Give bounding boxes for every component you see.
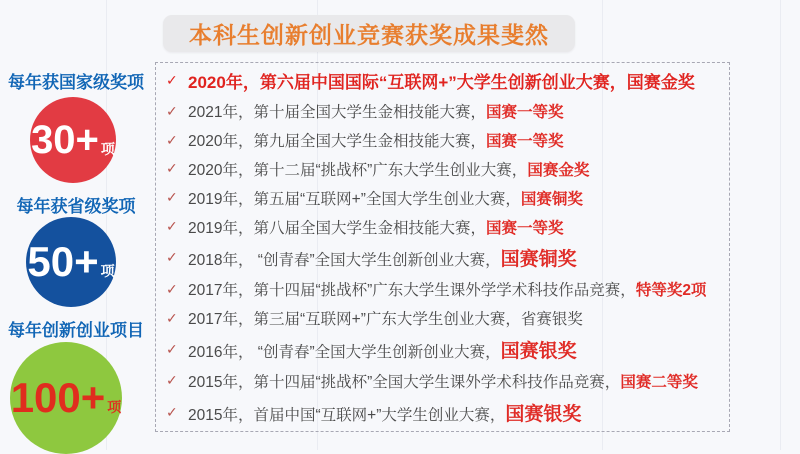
check-icon: ✓ xyxy=(166,403,178,420)
background-guide-line xyxy=(780,0,781,450)
award-text: 2020年，第九届全国大学生金相技能大赛， xyxy=(188,133,486,151)
check-icon: ✓ xyxy=(166,249,178,266)
award-list-item xyxy=(166,336,729,363)
stat-unit: 项 xyxy=(107,399,122,415)
award-text: 2019年，第八届全国大学生金相技能大赛， xyxy=(188,219,486,237)
stat-label-national-awards: 每年获国家级奖项 xyxy=(8,73,144,92)
award-highlight: 国赛银奖 xyxy=(505,403,582,425)
awards-dashed-box xyxy=(155,62,730,432)
stat-label-innovation-projects: 每年创新创业项目 xyxy=(8,321,144,340)
check-icon: ✓ xyxy=(166,340,178,357)
award-list-item xyxy=(166,244,729,271)
award-highlight: 特等奖2项 xyxy=(635,282,707,300)
award-text: 2020年，第十二届“挑战杯”广东大学生创业大赛， xyxy=(188,161,528,179)
check-icon: ✓ xyxy=(166,372,178,389)
award-highlight: 国赛铜奖 xyxy=(520,190,583,208)
check-icon: ✓ xyxy=(166,102,178,119)
award-highlight: 国赛一等奖 xyxy=(485,133,564,151)
award-highlight: 国赛二等奖 xyxy=(620,373,698,391)
slide-title: 本科生创新创业竞赛获奖成果斐然 xyxy=(189,22,549,48)
award-text: 2016年， “创青春”全国大学生创新创业大赛， xyxy=(188,343,501,361)
award-text: 2021年，第十届全国大学生金相技能大赛， xyxy=(188,104,486,122)
check-icon: ✓ xyxy=(166,280,178,297)
award-highlight: 国赛金奖 xyxy=(527,161,590,179)
award-list-item xyxy=(166,187,729,209)
award-text: 2015年，首届中国“互联网+”大学生创业大赛， xyxy=(188,406,506,424)
award-list-item xyxy=(166,158,729,180)
check-icon: ✓ xyxy=(166,218,178,235)
slide-title-banner xyxy=(163,15,575,52)
check-icon: ✓ xyxy=(166,309,178,326)
stat-value: 50+ xyxy=(27,238,99,285)
award-text: 2020年，第六届中国国际“互联网+”大学生创新创业大赛，国赛金奖 xyxy=(188,73,695,93)
stat-value: 30+ xyxy=(31,118,99,162)
check-icon: ✓ xyxy=(166,72,178,89)
award-list-item xyxy=(166,370,729,392)
stat-circle-innovation-projects xyxy=(10,342,122,454)
stat-unit: 项 xyxy=(100,263,115,279)
award-text: 2015年，第十四届“挑战杯”全国大学生课外学术科技作品竞赛， xyxy=(188,373,621,391)
check-icon: ✓ xyxy=(166,131,178,148)
award-list-item xyxy=(166,278,729,300)
check-icon: ✓ xyxy=(166,189,178,206)
award-highlight: 国赛一等奖 xyxy=(485,104,564,122)
award-text: 2017年，第三届“互联网+”广东大学生创业大赛，省赛银奖 xyxy=(188,311,583,329)
award-text: 2017年，第十四届“挑战杯”广东大学生课外学学术科技作品竞赛， xyxy=(188,282,636,300)
award-text: 2018年， “创青春”全国大学生创新创业大赛， xyxy=(188,252,501,270)
stat-label-provincial-awards: 每年获省级奖项 xyxy=(16,197,136,216)
awards-list xyxy=(156,63,729,431)
award-text: 2019年，第五届“互联网+”全国大学生创业大赛， xyxy=(188,190,521,208)
stat-circle-provincial-awards xyxy=(26,217,116,307)
award-highlight: 国赛银奖 xyxy=(500,340,577,362)
stat-value: 100+ xyxy=(10,374,106,421)
award-highlight: 国赛铜奖 xyxy=(500,249,577,271)
award-list-item xyxy=(166,100,729,122)
award-list-item xyxy=(166,68,729,93)
award-highlight: 国赛一等奖 xyxy=(485,219,564,237)
stat-unit: 项 xyxy=(100,141,115,157)
stat-circle-national-awards xyxy=(30,97,116,183)
award-list-item xyxy=(166,216,729,238)
award-list-item xyxy=(166,129,729,151)
check-icon: ✓ xyxy=(166,160,178,177)
award-list-item xyxy=(166,307,729,329)
award-list-item xyxy=(166,399,729,426)
